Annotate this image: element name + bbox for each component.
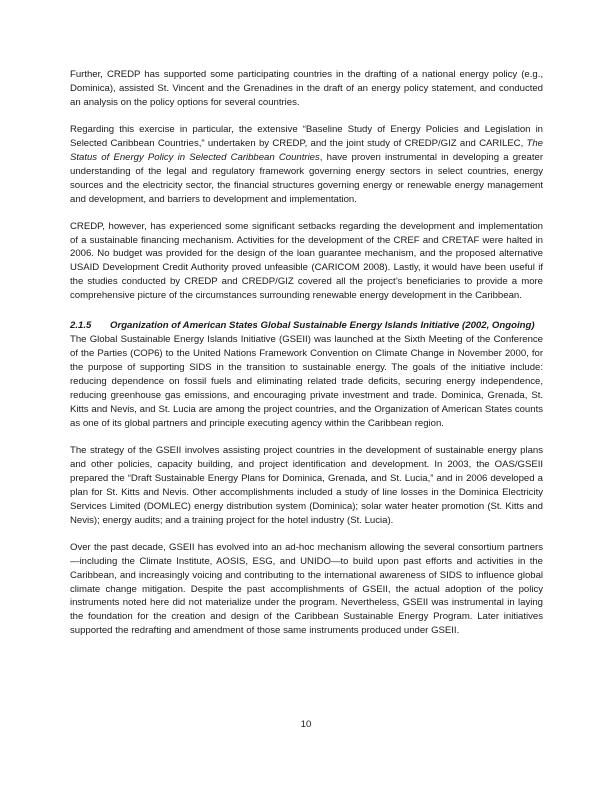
- paragraph-gseii-decade: Over the past decade, GSEII has evolved into an ad-hoc mechanism allowing the several consortium partners—including the Climate Institute, AOSIS, ESG, and UNIDO—to build upon past efforts and activities in the Caribbean, and increasingly voicing and contributing to the international awareness of SIDS to influence global climate change mitigation. Despite the past accomplishments of GSEII, the actual adoption of the policy instruments noted here did not materialize under the program. Nevertheless, GSEII was instrumental in laying the foundation for the creation and design of the Caribbean Sustainable Energy Program. Later initiatives supported the redrafting and amendment of those same instruments produced under GSEII.: [70, 541, 543, 637]
- page-number: 10: [300, 719, 312, 730]
- section-heading-title: Organization of American States Global Sustainable Energy Islands Initiative (2002, Ongoing): [110, 320, 535, 332]
- paragraph-gseii-strategy: The strategy of the GSEII involves assisting project countries in the development of sustainable energy plans and other policies, capacity building, and project identification and development. In 2003, the OAS/GSEII prepared the “Draft Sustainable Energy Plans for Dominica, Grenada, and St. Lucia,” and in 2006 developed a plan for St. Kitts and Nevis. Other accomplishments included a study of line losses in the Dominica Electricity Services Limited (DOMLEC) energy distribution system (Dominica); solar water heater promotion (St. Kitts and Nevis); energy audits; and a training project for the hotel industry (St. Lucia).: [70, 444, 543, 526]
- paragraph-credp-setbacks: CREDP, however, has experienced some significant setbacks regarding the development and implementation of a sustainable financing mechanism. Activities for the development of the CREF and CRETAF were halted in 2006. No budget was provided for the design of the loan guarantee mechanism, and the proposed alternative USAID Development Credit Authority proved unfeasible (CARICOM 2008). Lastly, it would have been useful if the studies conducted by CREDP and CREDP/GIZ covered all the project’s beneficiaries to provide a more comprehensive picture of the circumstances surrounding renewable energy development in the Caribbean.: [70, 220, 543, 302]
- paragraph-text-segment: , have proven instrumental in developing a greater understanding of the legal and regulatory framework governing energy sectors in select countries, energy sources and the electricity sector, the financial structures governing energy or renewable energy management and development, and barriers to development and implementation.: [70, 151, 544, 205]
- italic-publication-title: The Status of Energy Policy in Selected Caribbean Countries: [70, 137, 543, 163]
- paragraph-baseline-study: [70, 123, 543, 207]
- paragraph-credp-drafting: Further, CREDP has supported some participating countries in the drafting of a national energy policy (e.g., Dominica), assisted St. Vincent and the Grenadines in the draft of an energy policy statement, and conducted an analysis on the policy options for several countries.: [70, 69, 543, 108]
- paragraph-gseii-launch: The Global Sustainable Energy Islands Initiative (GSEII) was launched at the Sixth Meeting of the Conference of the Parties (COP6) to the United Nations Framework Convention on Climate Change in November 2000, for the purpose of supporting SIDS in the transition to sustainable energy. The goals of the initiative include: reducing dependence on fossil fuels and eliminating related trade deficits, securing energy independence, reducing greenhouse gas emissions, and encouraging private investment and trade. Dominica, Grenada, St. Kitts and Nevis, and St. Lucia are among the project countries, and the Organization of American States counts as one of its global partners and principle executing agency within the Caribbean region.: [70, 334, 543, 429]
- paragraph-text-segment: Regarding this exercise in particular, the extensive “Baseline Study of Energy Policies and Legislation in Selected Caribbean Countries,” undertaken by CREDP, and the joint study of CREDP/GIZ and CARILEC,: [70, 123, 543, 149]
- section-heading: [70, 319, 543, 333]
- page-content: [70, 68, 543, 638]
- section-heading-number: 2.1.5: [70, 320, 92, 332]
